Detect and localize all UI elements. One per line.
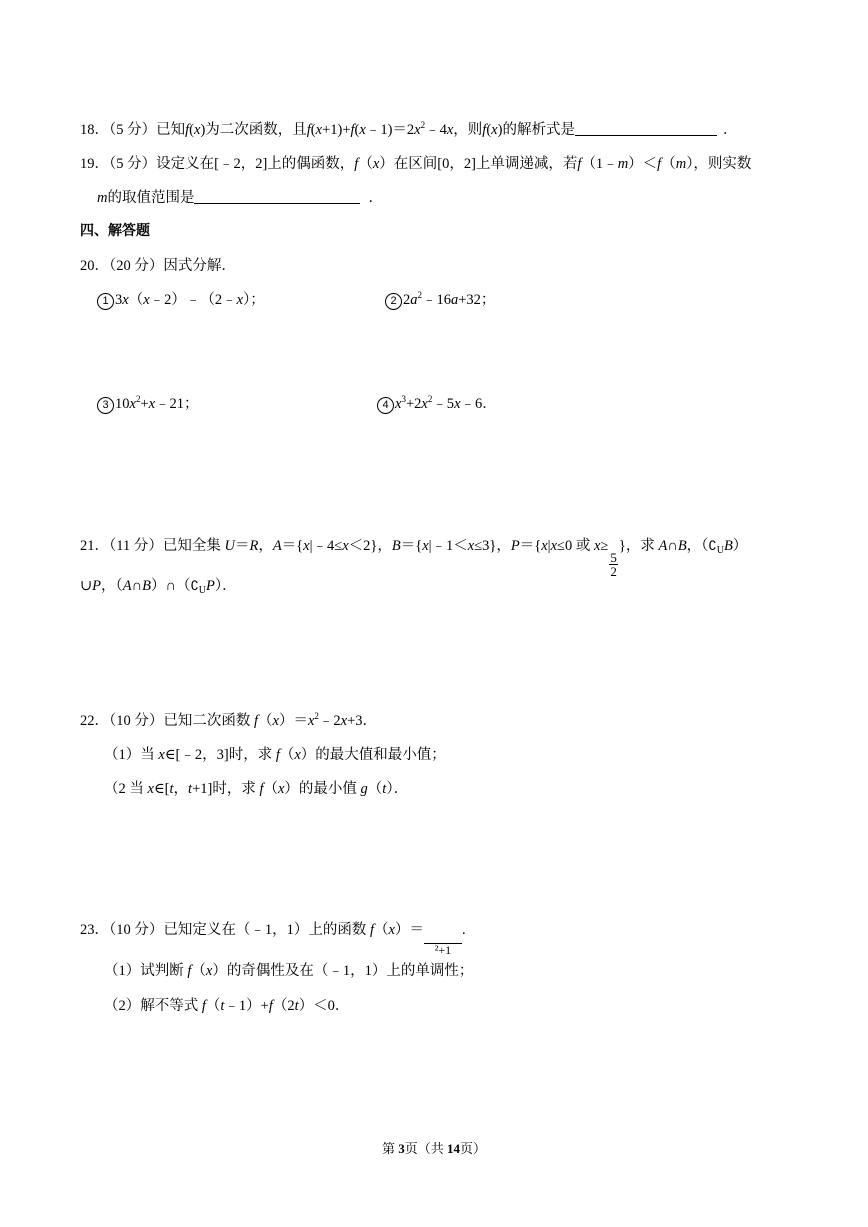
q23-var: x	[388, 922, 395, 938]
q19-answer-blank[interactable]	[194, 189, 360, 204]
q19-text: ）＜	[628, 156, 658, 172]
q21-text: 21．（11 分）已知全集	[80, 538, 225, 554]
q21-var: U	[224, 538, 235, 554]
q20-text: +2	[405, 396, 422, 412]
q22-text: ，	[173, 781, 189, 797]
q20-var: a	[410, 292, 418, 308]
q23-text: （	[191, 963, 206, 979]
q18-text: ，则	[453, 122, 483, 138]
q19-text: 设定义在[﹣2，2]上的偶函数，	[156, 156, 355, 172]
q19-text: （	[661, 156, 676, 172]
q22-text: +1]时，求	[192, 781, 260, 797]
q23-part-2	[104, 997, 349, 1015]
q21-var: P	[205, 578, 215, 594]
q18-end: ．	[722, 122, 738, 138]
q21-text: ＝{	[400, 538, 423, 554]
function-fraction	[424, 933, 462, 956]
q20-text: 10	[115, 396, 130, 412]
q18-var: x	[414, 122, 421, 138]
q22-text: （	[367, 781, 383, 797]
q20-item-1	[97, 291, 265, 310]
complement-icon: ∁	[190, 579, 199, 594]
q21-text: |﹣4≤	[309, 538, 343, 554]
q20-text: ﹣21；	[155, 396, 199, 412]
q22-text: （	[258, 713, 273, 729]
q22-part-2	[104, 780, 408, 798]
fraction-denominator: ²+1	[434, 943, 452, 957]
q18-text: (	[354, 122, 360, 138]
q23-part-1	[104, 962, 473, 980]
q21-text: |	[547, 538, 551, 554]
q21-text: ＝	[234, 538, 250, 554]
q21-var: B	[391, 538, 401, 554]
q18-text: )为二次函数，且	[200, 122, 307, 138]
q23-text: .	[461, 922, 466, 938]
q20-exponent: 3	[401, 394, 406, 404]
q22-var: x	[158, 747, 165, 763]
q21-text: ＜2}，	[348, 538, 392, 554]
q21-text: ，	[258, 538, 273, 554]
q19-var: m	[617, 156, 629, 172]
q22-var: t	[169, 781, 174, 797]
q22-var: f	[275, 747, 280, 763]
q23-var: f	[370, 922, 375, 938]
q22-text: ）的最小值	[284, 781, 361, 797]
q18-text: (	[189, 122, 194, 138]
q19-text: 的取值范围是	[107, 190, 195, 206]
q18-var: f	[185, 122, 190, 138]
q21-text: ）∩（	[150, 578, 191, 594]
q22-part-1	[104, 746, 446, 764]
q20-var: x	[129, 396, 136, 412]
q23-text: （2）解不等式	[104, 998, 202, 1014]
q22-text: （2 当	[104, 781, 148, 797]
circled-number-icon: 1	[97, 293, 114, 310]
question-19-line2	[97, 189, 383, 207]
q18-var: x	[315, 122, 323, 138]
q21-var: A	[122, 578, 132, 594]
q22-var: x	[272, 713, 279, 729]
question-21	[80, 537, 747, 578]
q20-text: 3	[115, 292, 123, 308]
q19-var: m	[97, 190, 108, 206]
q22-var: f	[259, 781, 264, 797]
q23-var: x	[205, 963, 213, 979]
q20-var: x	[421, 396, 428, 412]
q20-exponent: 2	[427, 394, 433, 404]
q18-text: (	[310, 122, 316, 138]
q19-end: ．	[368, 190, 383, 206]
q22-text: ∈[﹣2，3]时，求	[164, 747, 276, 763]
q22-var: x	[340, 713, 348, 729]
q18-exponent: 2	[420, 120, 426, 130]
q22-var: x	[307, 713, 315, 729]
q22-var: t	[188, 781, 193, 797]
q23-text: ）的奇偶性及在（﹣1，1）上的单调性；	[212, 963, 474, 979]
q21-var: R	[249, 538, 259, 554]
q19-var: f	[577, 156, 582, 172]
q23-text: （2	[272, 998, 295, 1014]
q22-text: （	[263, 781, 278, 797]
q19-number: 19．	[80, 156, 109, 172]
q23-var: t	[220, 998, 225, 1014]
q18-var: f	[306, 122, 311, 138]
question-22	[80, 712, 377, 730]
q22-var: t	[382, 781, 387, 797]
section-heading: 四、解答题	[80, 223, 150, 239]
q21-text: ）	[732, 538, 748, 554]
q20-item-4	[377, 395, 497, 414]
q18-var: f	[350, 122, 355, 138]
circled-number-icon: 4	[377, 397, 394, 414]
q22-text: ）＝	[278, 713, 308, 729]
q21-text: ∩	[667, 538, 678, 554]
question-19	[80, 155, 751, 173]
q20-text: ﹣2）﹣（2﹣	[149, 292, 237, 308]
question-23	[80, 921, 466, 956]
q18-answer-blank[interactable]	[575, 121, 717, 136]
q21-text: ，（	[686, 538, 709, 554]
q18-var: x	[359, 122, 366, 138]
page-number: 3	[398, 1141, 405, 1156]
q21-var: x	[550, 538, 557, 554]
q21-text: ≤3}，	[474, 538, 511, 554]
q21-subscript: U	[198, 585, 206, 596]
q20-text: ﹣6．	[460, 396, 497, 412]
q23-var: f	[268, 998, 273, 1014]
q21-var: P	[92, 578, 102, 594]
q23-text: ）＜0．	[298, 998, 350, 1014]
fraction-numerator: 5	[610, 550, 617, 565]
q20-var: x	[236, 292, 244, 308]
q21-text: ∩	[131, 578, 143, 594]
q20-text: +	[140, 396, 149, 412]
q21-var: x	[342, 538, 349, 554]
q20-item-3	[97, 395, 199, 414]
complement-icon: ∁	[708, 539, 717, 554]
q22-text: ）．	[386, 781, 409, 797]
circled-number-icon: 2	[385, 293, 402, 310]
footer-text: 页（共	[404, 1141, 447, 1156]
q22-text: （	[279, 747, 295, 763]
q18-number: 18．	[80, 122, 109, 138]
q22-var: x	[147, 781, 154, 797]
footer-text: 页）	[460, 1141, 487, 1156]
q20-var: x	[454, 396, 461, 412]
q21-var: A	[658, 538, 668, 554]
page-footer	[0, 1138, 868, 1157]
q21-text: ，（	[101, 578, 123, 594]
q22-text: 22．（10 分）已知二次函数	[80, 713, 254, 729]
q21-var: x	[541, 538, 548, 554]
q18-text: ﹣4	[425, 122, 447, 138]
q18-score: （5 分）	[109, 122, 157, 138]
q21-text: }，求	[618, 538, 659, 554]
q21-text: ≥	[600, 538, 609, 554]
q19-var: m	[675, 156, 687, 172]
q22-text: ﹣2	[318, 713, 341, 729]
q20-var: a	[451, 292, 459, 308]
q19-text: （1﹣	[581, 156, 618, 172]
q21-var: P	[510, 538, 520, 554]
q21-var: B	[723, 538, 733, 554]
q23-text: （1）试判断	[104, 963, 188, 979]
q20-var: x	[122, 292, 129, 308]
q21-text: ∪	[80, 578, 93, 594]
q20-text: +32；	[458, 292, 496, 308]
q21-text: ）．	[214, 578, 237, 594]
q22-text: +3．	[347, 713, 378, 729]
q22-text: ∈[	[153, 781, 170, 797]
q18-text: )的解析式是	[497, 122, 575, 138]
q21-var: x	[467, 538, 475, 554]
q21-var: x	[303, 538, 310, 554]
q23-var: f	[187, 963, 192, 979]
q22-text: ）的最大值和最小值；	[300, 747, 446, 763]
q18-text: 已知	[156, 122, 186, 138]
q19-var: f	[354, 156, 359, 172]
q18-var: f	[482, 122, 487, 138]
q20-item-2	[385, 291, 495, 310]
q22-var: x	[277, 781, 285, 797]
q20-var: x	[143, 292, 150, 308]
q20-text: ）；	[243, 292, 265, 308]
q20-var: x	[395, 396, 402, 412]
q21-var: A	[272, 538, 282, 554]
q23-text: 23．（10 分）已知定义在（﹣1，1）上的函数	[80, 922, 370, 938]
question-21-line2	[80, 577, 237, 600]
q23-text: ﹣1）+	[224, 998, 269, 1014]
q20-var: x	[148, 396, 156, 412]
q22-var: g	[360, 781, 368, 797]
q23-text: （	[374, 922, 389, 938]
footer-text: 第	[381, 1141, 399, 1156]
q22-text: （1）当	[104, 747, 159, 763]
q18-text: +1)+	[322, 122, 351, 138]
q19-text: （	[358, 156, 373, 172]
q22-var: f	[254, 713, 259, 729]
circled-number-icon: 3	[97, 397, 114, 414]
q22-var: x	[294, 747, 301, 763]
q21-var: x	[422, 538, 429, 554]
question-18	[80, 121, 737, 139]
q21-var: x	[593, 538, 601, 554]
q19-text: ）在区间[0，2]上单调递减，若	[379, 156, 578, 172]
fraction-denominator: 2	[610, 564, 617, 579]
q21-subscript: U	[716, 545, 724, 556]
q21-text: ＝{	[281, 538, 304, 554]
q19-var: f	[657, 156, 662, 172]
q22-exponent: 2	[314, 711, 319, 721]
q18-var: x	[194, 122, 201, 138]
q20-text: ﹣5	[432, 396, 455, 412]
q18-text: (	[486, 122, 492, 138]
q23-text: ）＝	[394, 922, 424, 938]
q20-exponent: 2	[135, 394, 141, 404]
q18-text: ﹣1)＝2	[365, 122, 415, 138]
q18-var: x	[446, 122, 454, 138]
q20-text: （	[128, 292, 144, 308]
q20-text: ﹣16	[422, 292, 451, 308]
q18-var: x	[491, 122, 498, 138]
q21-text: |﹣1＜	[428, 538, 468, 554]
q21-var: B	[142, 578, 151, 594]
q19-text: ），则实数	[686, 156, 752, 172]
q19-var: x	[372, 156, 380, 172]
q20-text: 2	[403, 292, 411, 308]
q20-exponent: 2	[417, 290, 422, 300]
fraction-five-halves	[609, 551, 618, 578]
q23-text: （	[205, 998, 221, 1014]
page-total: 14	[447, 1141, 460, 1156]
q21-text: ＝{	[519, 538, 542, 554]
q23-var: t	[294, 998, 299, 1014]
q21-text: ≤0 或	[557, 538, 594, 554]
q23-var: f	[201, 998, 206, 1014]
q19-score: （5 分）	[109, 156, 157, 172]
question-20: 20．（20 分）因式分解．	[80, 258, 236, 274]
q21-var: B	[677, 538, 687, 554]
